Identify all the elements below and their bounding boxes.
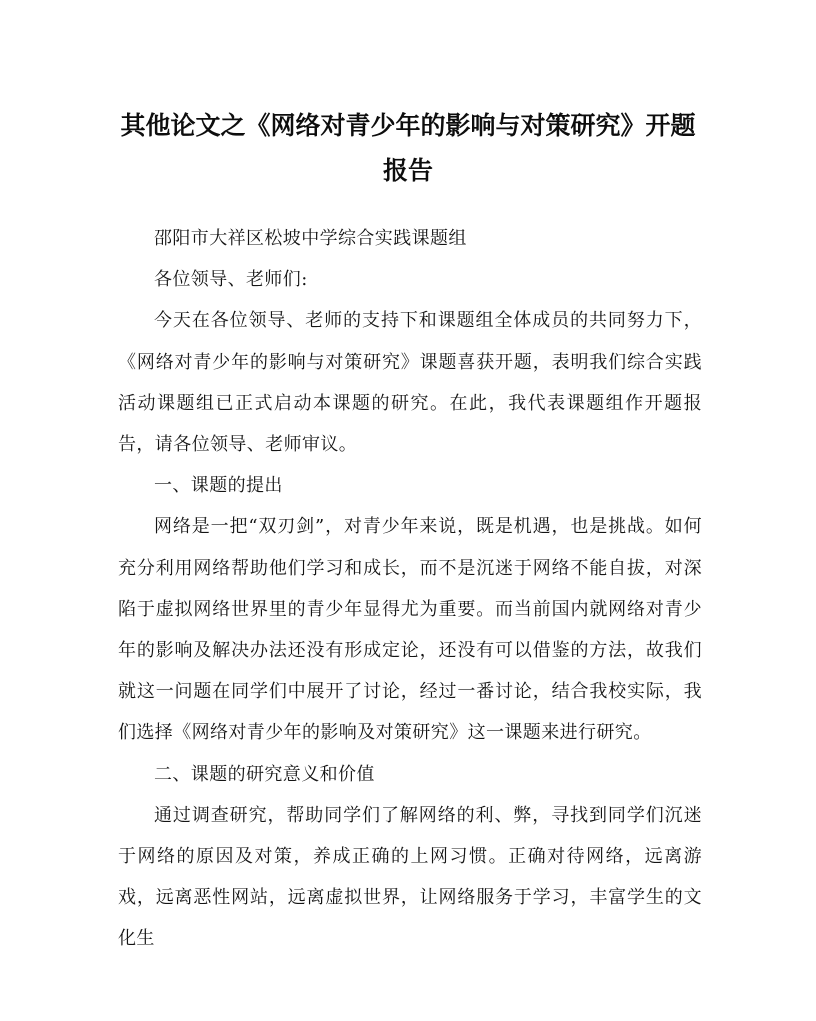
section-2-paragraph: 通过调查研究，帮助同学们了解网络的利、弊，寻找到同学们沉迷于网络的原因及对策，养成正确的上网习惯。正确对待网络，远离游戏，远离恶性网站，远离虚拟世界，让网络服务于学习，丰富学生的文化生 [118,804,702,950]
document-body [118,218,702,960]
author-group-line: 邵阳市大祥区松坡中学综合实践课题组 [154,228,467,249]
section-heading-1: 一、课题的提出 [154,475,283,497]
salutation: 各位领导、老师们: [154,269,308,291]
section-heading-2: 二、课题的研究意义和价值 [154,763,375,785]
intro-paragraph: 今天在各位领导、老师的支持下和课题组全体成员的共同努力下，《网络对青少年的影响与对策研究》课题喜获开题，表明我们综合实践活动课题组已正式启动本课题的研究。在此，我代表课题组作开题报告，请各位领导、老师审议。 [118,310,702,456]
document-title: 其他论文之《网络对青少年的影响与对策研究》开题报告 [120,111,696,185]
section-1-paragraph: 网络是一把“双刃剑”，对青少年来说，既是机遇，也是挑战。如何充分利用网络帮助他们学习和成长，而不是沉迷于网络不能自拔，对深陷于虚拟网络世界里的青少年显得尤为重要。而当前国内就网络对青少年的影响及解决办法还没有形成定论，还没有可以借鉴的方法，故我们就这一问题在同学们中展开了讨论，经过一番讨论，结合我校实际，我们选择《网络对青少年的影响及对策研究》这一课题来进行研究。 [118,516,702,744]
